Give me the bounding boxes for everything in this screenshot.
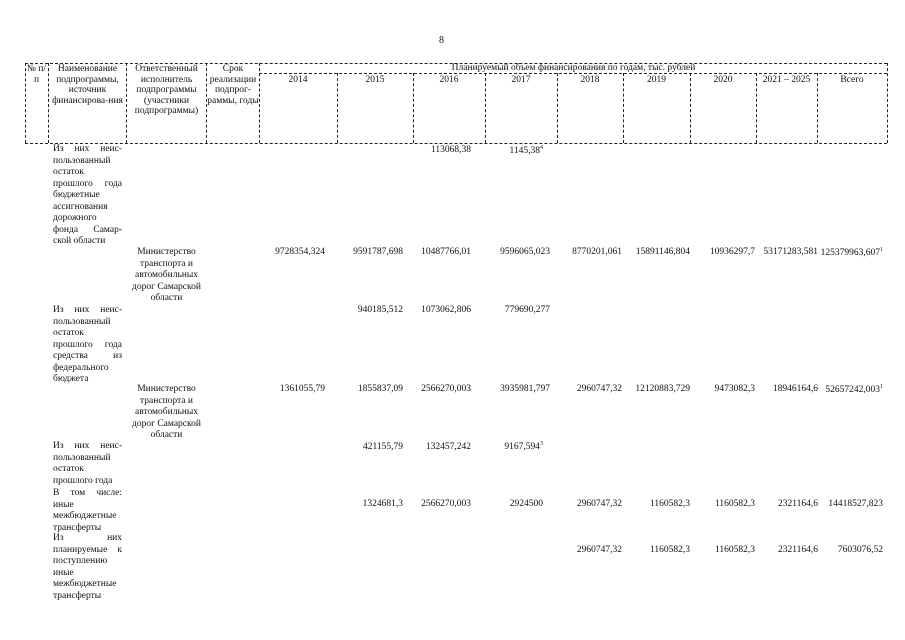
cell-2020: 1160582,3 (714, 545, 755, 555)
cell-2015: 940185,512 (357, 305, 403, 315)
cell-total: 7603076,52 (837, 545, 883, 555)
header-col-funding: Планируемый объем финансирования по годам, тыс. рублей (451, 63, 696, 73)
cell-2019: 1160582,3 (649, 499, 690, 509)
cell-2016: 10487766,01 (421, 247, 471, 257)
cell-2019: 12120883,729 (635, 384, 690, 394)
cell-2015: 421155,79 (362, 442, 403, 452)
cell-2016: 2566270,003 (421, 499, 471, 509)
cell-2014: 1361055,79 (279, 384, 325, 394)
cell-2015: 9591787,698 (353, 247, 403, 257)
cell-2018: 8770201,061 (572, 247, 622, 257)
cell-2016: 132457,242 (425, 442, 471, 452)
header-year: 2015 (365, 75, 385, 85)
cell-2018: 2960747,32 (576, 384, 622, 394)
header-year: 2014 (288, 75, 308, 85)
header-year: Всего (840, 75, 864, 85)
cell-2021-2025: 18946164,6 (772, 384, 818, 394)
header-year: 2019 (647, 75, 666, 85)
header-year: 2020 (713, 75, 733, 85)
cell-2020: 10936297,7 (709, 247, 755, 257)
cell-2020: 9473082,3 (714, 384, 755, 394)
row-executor: Министерство транспорта и автомобильных дорог Самарской области (131, 384, 201, 440)
page-number: 8 (439, 35, 444, 46)
header-col-executor: Ответственный исполнитель подпрограммы (участники подпрограммы) (134, 64, 199, 116)
header-bottom-border (25, 143, 887, 144)
header-col-name: Наименование подпрограммы, источник финансирова-ния (52, 64, 123, 106)
cell-2015: 1324681,3 (362, 499, 403, 509)
cell-2021-2025: 2321164,6 (777, 499, 818, 509)
header-year: 2017 (511, 75, 531, 85)
cell-2021-2025: 53171283,581 (763, 247, 818, 257)
cell-2014: 9728354,324 (275, 247, 325, 257)
cell-total: 52657242,003$^1$ (825, 384, 883, 396)
cell-2017: 3935981,797 (500, 384, 550, 394)
cell-2017: 1145,38$^4$ (509, 145, 543, 157)
row-label: Из них неис-пользованный остаток прошлого года средства из федерального бюджета (53, 305, 122, 384)
cell-2020: 1160582,3 (714, 499, 755, 509)
cell-2017: 779690,277 (504, 305, 550, 315)
header-year: 2016 (439, 75, 459, 85)
cell-2017: 9596065,023 (500, 247, 550, 257)
row-label: В том числе: иные межбюджетные трансферты (53, 488, 122, 533)
cell-total: 14418527,823 (828, 499, 883, 509)
cell-2018: 2960747,32 (576, 499, 622, 509)
cell-total: 125379963,607$^1$ (820, 247, 883, 259)
header-year: 2021 – 2025 (762, 75, 811, 85)
cell-2016: 113068,38 (430, 145, 471, 155)
cell-2017: 9167,594$^3$ (504, 441, 543, 453)
row-label: Из них неис-пользованный остаток прошлого года бюджетные ассигнования дорожного фонда Самар-ской области (53, 144, 122, 246)
cell-2019: 15891146,804 (635, 247, 690, 257)
row-label: Из них планируемые к поступлению иные межбюджетные трансферты (53, 533, 122, 601)
header-col-term: Срок реализации подпрог-раммы, годы (207, 64, 259, 106)
cell-2016: 2566270,003 (421, 384, 471, 394)
col-divider (887, 63, 888, 143)
row-executor: Министерство транспорта и автомобильных дорог Самарской области (131, 247, 201, 303)
cell-2021-2025: 2321164,6 (777, 545, 818, 555)
header-year: 2018 (580, 75, 600, 85)
cell-2017: 2924500 (509, 499, 543, 509)
cell-2016: 1073062,806 (421, 305, 471, 315)
cell-2018: 2960747,32 (576, 545, 622, 555)
header-col-number: № п/п (26, 64, 47, 85)
cell-2015: 1855837,09 (357, 384, 403, 394)
cell-2019: 1160582,3 (649, 545, 690, 555)
row-label: Из них неис-пользованный остаток прошлого года (53, 441, 122, 486)
